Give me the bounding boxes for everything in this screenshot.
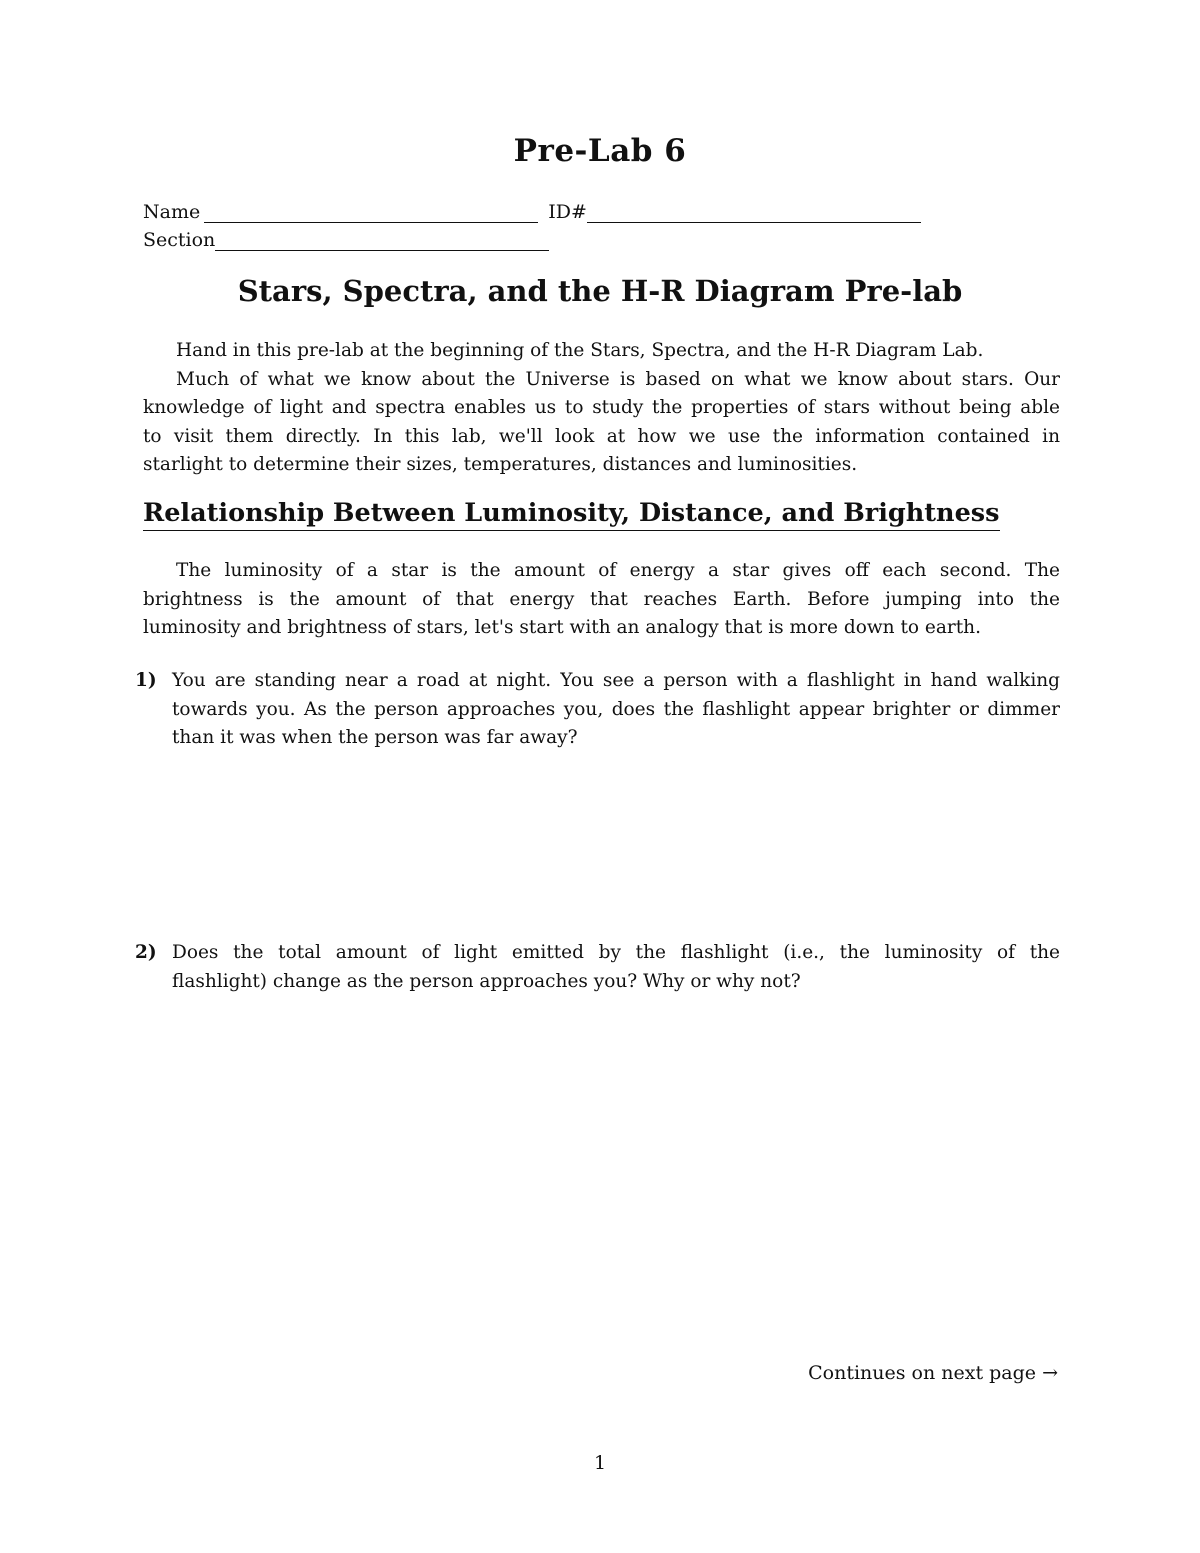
continues-note: Continues on next page → [808, 1362, 1058, 1384]
name-label: Name [143, 201, 201, 223]
intro-line: Hand in this pre-lab at the beginning of the Stars, Spectra, and the H-R Diagram Lab. [176, 340, 984, 361]
id-field[interactable] [587, 202, 921, 223]
section-paragraph [143, 557, 1060, 643]
page-title: Pre-Lab 6 [513, 133, 687, 169]
section-line: luminosity and brightness of stars, let's start with an analogy that is more down to earth. [143, 617, 981, 639]
question-line: than it was when the person was far away? [172, 727, 578, 749]
section-label: Section [143, 229, 216, 251]
intro-line: knowledge of light and spectra enables us to study the properties of stars without being able [143, 397, 1060, 419]
intro-paragraph [143, 337, 1060, 480]
name-field[interactable] [204, 202, 538, 223]
question-line: Does the total amount of light emitted by the flashlight (i.e., the luminosity of the [172, 942, 1060, 963]
intro-line: starlight to determine their sizes, temperatures, distances and luminosities. [143, 454, 858, 476]
question-line: You are standing near a road at night. You see a person with a flashlight in hand walking [172, 670, 1060, 691]
question-number: 2) [135, 942, 157, 963]
section-line: brightness is the amount of that energy that reaches Earth. Before jumping into the [143, 588, 1060, 610]
intro-line: Much of what we know about the Universe is based on what we know about stars. Our [176, 368, 1060, 390]
question-line: towards you. As the person approaches you, does the flashlight appear brighter or dimmer [172, 698, 1060, 720]
section-line: The luminosity of a star is the amount of energy a star gives off each second. The [176, 560, 1060, 581]
section-heading: Relationship Between Luminosity, Distance, and Brightness [143, 498, 1000, 531]
name-id-row [143, 197, 921, 223]
id-label: ID# [548, 201, 587, 223]
question-line: flashlight) change as the person approaches you? Why or why not? [172, 970, 801, 992]
lab-title: Stars, Spectra, and the H-R Diagram Pre-lab [237, 274, 963, 308]
section-field[interactable] [215, 230, 549, 251]
question-text [172, 939, 1060, 996]
page-number: 1 [593, 1452, 607, 1474]
question-number: 1) [135, 670, 157, 691]
intro-line: to visit them directly. In this lab, we'll look at how we use the information contained in [143, 425, 1060, 447]
section-row [143, 225, 549, 251]
question-text [172, 667, 1060, 753]
